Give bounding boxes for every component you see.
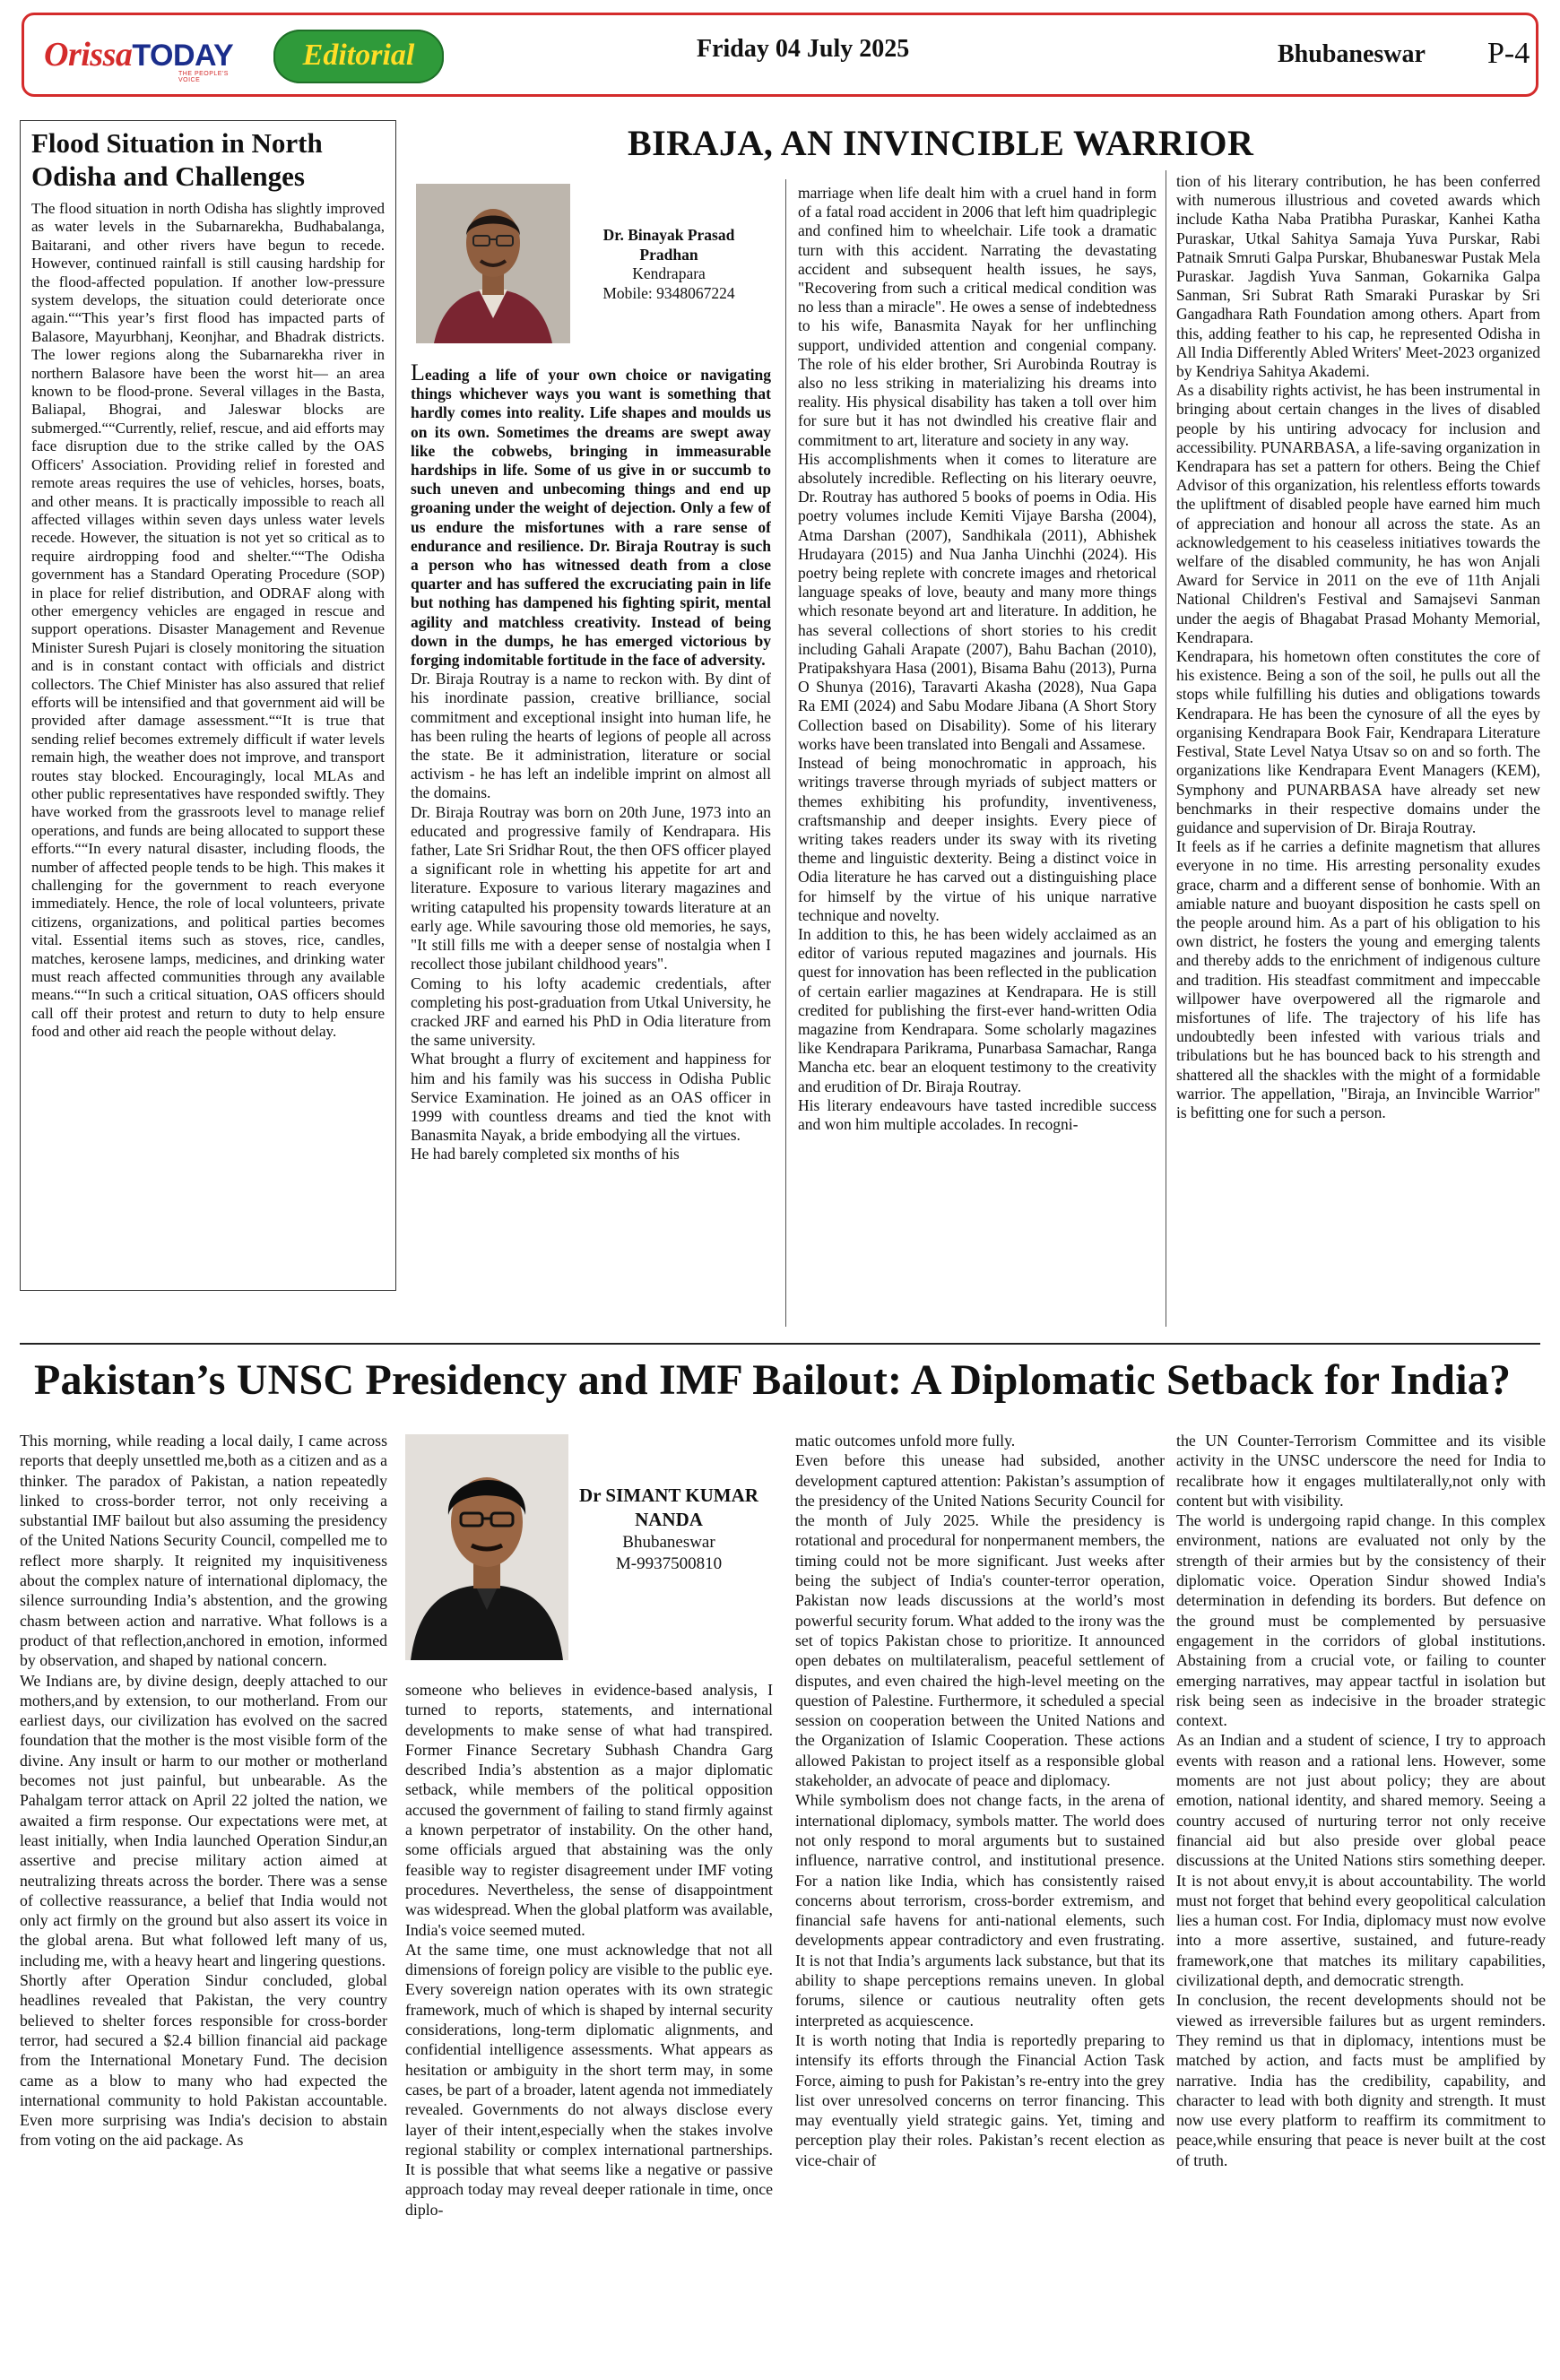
author-photo: [405, 1434, 568, 1660]
article-column: [1176, 1431, 1546, 2368]
editorial-body: The flood situation in north Odisha has slightly improved as water levels in the Subarnarekha, Budhabalanga, Baitarani, and other rivers have begun to recede. However, continued rainfall is still causing hardship for the flood-affected population. If another low-pressure system develops, the situation could deteriorate once again.““This year’s first flood has impacted parts of Balasore, Mayurbhanj, Keonjhar, and Bhadrak districts. The lower regions along the Subarnarekha river in northern Balasore have been the worst hit— an area known to be flood-prone. Several villages in the Basta, Baliapal, Bhograi, and Jaleswar blocks are submerged.““Currently, relief, rescue, and aid efforts may face disruption due to the strike called by the OAS Officers' Association. Providing relief in forested and remote areas requires the use of vehicles, horses, boats, and other means. It is practically impossible to reach all affected villages within seven days unless water levels recede. However, the situation is not yet so critical as to require airdropping food and shelter.““The Odisha government has a Standard Operating Procedure (SOP) in place for relief distribution, and ODRAF along with other emergency vehicles are engaged in rescue and support operations. Disaster Management and Revenue Minister Suresh Pujari is closely monitoring the situation and is in constant contact with officials and district collectors. The Chief Minister has also assured that relief efforts will be intensified and that government aid will be provided after damage assessment.““It is true that sending relief becomes extremely difficult if water levels remain high, the weather does not improve, and transport routes stay blocked. Encouragingly, local MLAs and other public representatives have responded swiftly. They have worked from the grassroots level to manage relief operations, and funds are being allocated to support these efforts.““In every natural disaster, including floods, the number of affected people tends to be high. This makes it challenging for the government to reach everyone immediately. Hence, the role of local volunteers, private citizens, organizations, and political parties becomes vital. Essential items such as stoves, rice, candles, matches, kerosene lamps, medicines, and drinking water must reach affected communities through any available means.““In such a critical situation, OAS officers should call off their protest and return to duty to help ensure food and other aid reach the people without delay.: [31, 200, 385, 1041]
paragraph: It feels as if he carries a definite magnetism that allures everyone in no time. His arresting personality exudes grace, charm and a different sense of bonhomie. With an amiable nature and buoyant disposition he casts spell on the people around him. As a part of his obligation to his own district, he fosters the young and emerging talents and thereby adds to the enrichment of indigenous culture and tradition. His steadfast commitment and impeccable willpower have overpowered all the rigmarole and misfortunes of life. The trajectory of his life has undoubtedly been infested with various trials and tribulations but he has bounced back to his strength and shattered all the shackles with the might of a formidable warrior. The appellation, "Biraja, an Invincible Warrior" is befitting one for such a person.: [1176, 837, 1540, 1121]
masthead: [22, 13, 1538, 97]
paragraph: In addition to this, he has been widely acclaimed as an editor of various reputed magazines and journals. His quest for innovation has been reflected in the publication of certain earlier magazines at Kendrapara. He is still credited for publishing the first-ever hand-written Odia magazine from Kendrapara. Some scholarly magazines like Kendrapara Parikrama, Punarbasa Samachar, Ranga Mancha etc. bear an eloquent testimony to the creativity and erudition of Dr. Biraja Routray.: [798, 924, 1157, 1095]
paragraph: As a disability rights activist, he has been instrumental in bringing about certain changes in the lives of disabled people by his untiring advocacy for inclusion and accessibility. PUNARBASA, a life-saving organization in Kendrapara has set a pattern for others. Being the Chief Advisor of this organization, his relentless efforts towards the upliftment of disabled people have earned him much of appreciation and honour all across the state. As an acknowledgement to his ceaseless initiatives towards the welfare of the disabled community, he has won Anjali Award for Service in 2011 on the eve of 11th Anjali National Children's Festival and Samajsevi Sanman under the aegis of Bhagabat Prasad Mohanty Memorial, Kendrapara.: [1176, 381, 1540, 646]
paragraph: Kendrapara, his hometown often constitutes the core of his existence. Being a son of the soil, he pulls out all the stops while fulfilling his duties and obligations towards Kendrapara. He has been the cynosure of all the eyes by organising Kendrapara Book Fair, Kendrapara Literature Festival, State Level Natya Utsav so on and so forth. The organizations like Kendrapara Event Managers (KEM), Symphony and PUNARBASA have already set new benchmarks in their respective domains under the guidance and supervision of Dr. Biraja Routray.: [1176, 647, 1540, 836]
author-mobile: M-9937500810: [615, 1554, 723, 1573]
article-column: [795, 1431, 1165, 2368]
editorial-box: [20, 120, 396, 1291]
article-column: [1176, 172, 1540, 1311]
edition-city: Bhubaneswar: [1278, 40, 1426, 68]
paragraph: The world is undergoing rapid change. In this complex environment, nations are evaluated not only by the strength of their armies but by the consistency of their diplomatic voice. Operation Sindur showed India's determination in defending its borders. But defence on the ground must be complemented by persuasive engagement in the corridors of global institutions. Abstaining from a crucial vote, or failing to counter emerging narratives, may appear tactful in isolation but risk being seen as indecisive in the broader strategic context.: [1176, 1511, 1546, 1730]
paragraph: He had barely completed six months of his: [411, 1145, 680, 1164]
author-byline: [574, 226, 764, 303]
lead-paragraph: Leading a life of your own choice or navigating things whichever ways you want is something that hardly comes into reality. Life shapes and moulds us on its own. Sometimes the dreams are swept away like the cobwebs, bringing in immeasurable hardships in life. Some of us give in or succumb to such uneven and unbecoming things and end up groaning under the weight of dejection. Only a few of us endure the misfortunes with a rare sense of endurance and resilience. Dr. Biraja Routray is such a person who has witnessed death from a close quarter and has suffered the excruciating pain in life but nothing has dampened his fighting spirit, mental agility and matchless creativity. Instead of being down in the dumps, he has emerged victorious by forging indomitable fortitude in the face of adversity.: [411, 363, 771, 670]
paragraph: At the same time, one must acknowledge that not all dimensions of foreign policy are visible to the public eye. Every sovereign nation operates with its own strategic framework, much of which is shaped by internal security considerations, long-term diplomatic alignments, and confidential intelligence assessments. What appears as hesitation or ambiguity in the short term may, in some cases, be part of a broader, latent agenda not immediately revealed. Governments do not always disclose every layer of their intent,especially when the stakes involve regional stability or complex international partnerships. It is possible that what seems like a negative or passive approach today may reveal deeper rationale in time, once diplo-: [405, 1940, 773, 2219]
paragraph: It is worth noting that India is reportedly preparing to intensify its efforts through the Financial Action Task Force, aiming to push for Pakistan’s re-entry into the grey list over unresolved concerns on terror financing. This may eventually yield strategic gains. Yet, timing and perception play their roles. Pakistan’s recent election as vice-chair of: [795, 2030, 1165, 2169]
paragraph: Even before this unease had subsided, another development captured attention: Pakistan’s assumption of the presidency of the United Nations Security Council for the month of July 2025. While the presidency is rotational and procedural for nonpermanent members, the timing could not be more significant. Just weeks after being the subject of India's counter-terror operation, Pakistan now leads discussions at the world’s most powerful security forum. What added to the irony was the set of topics Pakistan chose to prioritize. It announced open debates on multilateralism, peaceful settlement of disputes, and even chaired the high-level meeting on the question of Palestine. Furthermore, it scheduled a special session on cooperation between the United Nations and the Organization of Islamic Cooperation. These actions allowed Pakistan to project itself as a responsible global stakeholder, an advocate of peace and diplomacy.: [795, 1451, 1165, 1790]
editorial-title: Flood Situation in North Odisha and Challenges: [31, 127, 323, 192]
paragraph: What brought a flurry of excitement and happiness for him and his family was his success in Odisha Public Service Examination. He joined as an OAS officer in 1999 with countless dreams and tied the knot with Banasmita Nayak, a bride embodying all the virtues.: [411, 1050, 771, 1145]
paragraph: His accomplishments when it comes to literature are absolutely incredible. Reflecting on his literary oeuvre, Dr. Routray has authored 5 books of poems in Odia. His poetry volumes include Kemiti Vijaye Barsha (2004), Atma Darshan (2007), Sandhikala (2011), Abhishek Hrudayara (2015) and Nua Janha Uinchhi (2024). His poetry being replete with concrete images and rhetorical language speaks of love, beauty and many more things which resonate beyond art and literature. In addition, he has several collections of short stories to his credit including Gahali Arapate (2007), Bahu Bachan (2010), Pratipakshyara Hasa (2001), Bisama Bahu (2013), Purna O Shunya (2016), Taravarti Akasha (2028), Nua Gapa Ra EMI (2024) and Sabu Modare Jibana (A Short Story Collection based on Disability). Some of his literary works have been translated into Bengali and Assamese.: [798, 449, 1157, 753]
paragraph: While symbolism does not change facts, in the arena of international diplomacy, symbols matter. The world does not only respond to moral arguments but to sustained influence, narrative control, and institutional presence. For a nation like India, which has consistently raised concerns about terrorism, cross-border extremism, and financial safe havens for anti-national elements, such developments appear contradictory and even frustrating. It is not that India’s arguments lack substance, but that its ability to shape perceptions remains uneven. In global forums, silence or cautious neutrality often gets interpreted as acquiescence.: [795, 1791, 1165, 2029]
paragraph: matic outcomes unfold more fully.: [795, 1432, 1016, 1450]
article-headline: Pakistan’s UNSC Presidency and IMF Bailout: A Diplomatic Setback for India?: [34, 1356, 1512, 1404]
paragraph: This morning, while reading a local daily, I came across reports that deeply unsettled me,both as a citizen and as a thinker. The paradox of Pakistan, a nation repeatedly linked to cross-border terror, not only receiving a substantial IMF bailout but also assuming the presidency of the United Nations Security Council, compelled me to reflect more sharply. It reignited my inquisitiveness about the complex nature of international diplomacy, the silence surrounding India’s abstention, and the growing chasm between action and narrative. What follows is a product of that reflection,anchored in emotion, informed by observation, and shaped by national concern.: [20, 1432, 387, 1670]
paragraph: the UN Counter-Terrorism Committee and its visible activity in the UNSC underscore the need for India to recalibrate how it engages multilaterally,not only with content but with visibility.: [1176, 1432, 1546, 1510]
issue-date: Friday 04 July 2025: [697, 35, 910, 63]
paragraph: We Indians are, by divine design, deeply attached to our mothers,and by extension, to our motherland. From our earliest days, our civilization has evolved on the sacred foundation that the mother is the most visible form of the divine. Any insult or harm to our mother or motherland becomes not just painful, but unbearable. As the Pahalgam terror attack on April 22 jolted the nation, we awaited a firm response. Our expectations were met, at least initially, when India launched Operation Sindur,an assertive and precise military action aimed at neutralizing threats across the border. There was a sense of collective reassurance, a belief that India would not only act firmly on the ground but also assert its voice in the global arena. But what followed left many of us, including me, with a heavy heart and lingering questions.: [20, 1671, 387, 1969]
page-number: P-4: [1487, 37, 1530, 70]
paragraph: His literary endeavours have tasted incredible success and won him multiple accolades. In recogni-: [798, 1095, 1157, 1133]
paragraph: Dr. Biraja Routray is a name to reckon with. By dint of his inordinate passion, creative brilliance, social commitment and exceptional insight into human life, he has been ruling the hearts of legions of people all across the state. Be it administration, literature or social activism - he has left an indelible imprint on almost all the domains.: [411, 670, 771, 802]
author-place: Bhubaneswar: [622, 1533, 715, 1552]
article-column: [405, 1680, 773, 2370]
paragraph: someone who believes in evidence-based analysis, I turned to reports, statements, and international developments to make sense of what had transpired. Former Finance Secretary Subhash Chandra Garg described India’s abstention as a major diplomatic setback, while members of the political opposition accused the government of failing to stand firmly against a known perpetrator of instability. On the other hand, some officials argued that abstaining was the only feasible way to register disagreement under IMF voting procedures. Nevertheless, the sense of disappointment was widespread. When the global platform was available, India's voice seemed muted.: [405, 1681, 773, 1939]
author-photo: [416, 184, 570, 343]
paragraph: Dr. Biraja Routray was born on 20th June, 1973 into an educated and progressive family of Kendrapara. His father, Late Sri Sridhar Rout, the then OFS officer played a significant role in whetting his appetite for art and literature. Exposure to various literary magazines and writing catapulted his propensity towards literature at an early age. While savouring those old memories, he says, "It still fills me with a deeper sense of nostalgia when I recollect those jubilant childhood years".: [411, 802, 771, 974]
section-badge: Editorial: [273, 30, 444, 83]
article-column: [798, 184, 1157, 1337]
paragraph: marriage when life dealt him with a cruel hand in form of a fatal road accident in 2006 that left him quadriplegic and confined him to wheelchair. Life took a dramatic turn with this accident. Narrating the devastating accident and subsequent health issues, he says, "Recovering from such a critical medical condition was no less than a miracle". He owes a sense of indebtedness to his wife, Banasmita Nayak for her unflinching support, undivided attention and congenial company. The role of his elder brother, Sri Aurobinda Routray is also no less striking in materializing his dreams into reality. His physical disability has taken a toll over him for sure but it has not dwindled his creative flair and commitment to art, literature and society in any way.: [798, 184, 1157, 449]
article-headline: BIRAJA, AN INVINCIBLE WARRIOR: [628, 123, 1254, 163]
column-divider: [785, 179, 786, 1327]
paragraph: As an Indian and a student of science, I try to approach events with reason and a rational lens. However, some moments are not just about policy; they are about emotion, national identity, and shared memory. Seeing a country accused of nurturing terror not only receive financial aid but also preside over global peace discussions at the United Nations stirs something deeper. It is not about envy,it is about accountability. The world must not forget that behind every geopolitical calculation lies a human cost. For India, diplomacy must now evolve into a more assertive, sustained, and future-ready framework,one that matches its military capabilities, civilizational depth, and democratic strength.: [1176, 1731, 1546, 1990]
paragraph: Shortly after Operation Sindur concluded, global headlines revealed that Pakistan, the very country believed to shelter forces responsible for cross-border terror, had secured a $2.4 billion financial aid package from the International Monetary Fund. The decision came as a blow to many who had expected the international community to hold Pakistan accountable. Even more surprising was India's decision to abstain from voting on the aid package. As: [20, 1971, 387, 2150]
author-name: Dr SIMANT KUMAR NANDA: [579, 1484, 758, 1530]
section-divider: [20, 1343, 1540, 1345]
paragraph: Instead of being monochromatic in approach, his writings traverse through myriads of subject matters or themes exhibiting his profundity, inventiveness, craftsmanship and deeper insights. Every piece of writing takes readers under its sway with its riveting theme and linguistic dexterity. Being a distinct voice in Odia literature he has carved out a distinguishing place for himself by the virtue of his unique narrative technique and novelty.: [798, 754, 1157, 924]
paragraph: In conclusion, the recent developments should not be viewed as irreversible failures but as urgent reminders. They remind us that in diplomacy, intentions must be matched by action, and facts must be amplified by narrative. India has the credibility, capability, and character to lead with both dignity and strength. It must now use every platform to reaffirm its commitment to peace,while ensuring that peace is never built at the cost of truth.: [1176, 1991, 1546, 2169]
paragraph: tion of his literary contribution, he has been conferred with numerous illustrious and coveted awards which include Katha Naba Pratibha Puraskar, Kanhei Katha Puraskar, Utkal Sahitya Samaja Yuva Purskar, Rabi Patnaik Smruti Galpa Purskar, Bhubaneswar Pustak Mela Puraskar. Jagdish Yuva Sanman, Gokarnika Galpa Sanman, Sri Subrat Rath Smaraki Puraskar by Sri Gangadhara Rath Foundation among others. Apart from this, adding feather to his cap, he represented Odisha in All India Differently Abled Writers' Meet-2023 organized by Kendriya Sahitya Akademi.: [1176, 172, 1540, 381]
author-byline: [574, 1484, 764, 1575]
orissa-today-logo[interactable]: OrissaTODAY THE PEOPLE'S VOICE: [44, 36, 234, 83]
article-column: [20, 1431, 387, 2363]
author-place: Kendrapara: [632, 264, 706, 282]
paragraph: Coming to his lofty academic credentials, after completing his post-graduation from Utkal University, he cracked JRF and earned his PhD in Odia literature from the same university.: [411, 974, 771, 1050]
article-column: [411, 363, 771, 1374]
author-name: Dr. Binayak Prasad Pradhan: [602, 226, 735, 264]
author-mobile: Mobile: 9348067224: [602, 283, 735, 302]
